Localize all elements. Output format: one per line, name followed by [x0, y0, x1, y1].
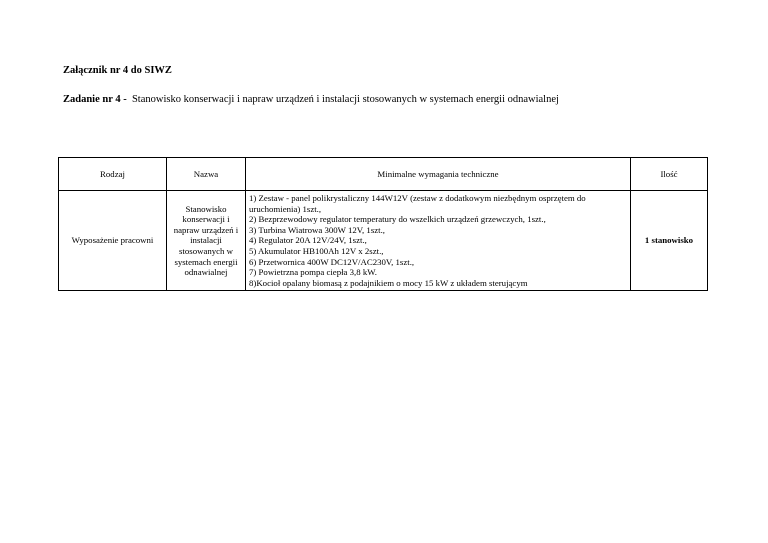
requirement-item: 6) Przetwornica 400W DC12V/AC230V, 1szt.,	[249, 256, 415, 267]
requirement-item: 4) Regulator 20A 12V/24V, 1szt.,	[249, 235, 367, 246]
task-heading	[63, 94, 559, 105]
table-header-row	[59, 158, 708, 191]
requirement-item: 3) Turbina Wiatrowa 300W 12V, 1szt.,	[249, 224, 385, 235]
requirement-item: 5) Akumulator HB100Ah 12V x 2szt.,	[249, 245, 384, 256]
cell-ilosc: 1 stanowisko	[631, 191, 708, 291]
requirement-item: 7) Powietrzna pompa ciepła 3,8 kW.	[249, 267, 377, 278]
task-label: Zadanie nr 4 -	[63, 94, 127, 105]
column-header-wymagania: Minimalne wymagania techniczne	[246, 158, 631, 191]
requirement-item: 8)Kocioł opalany biomasą z podajnikiem o mocy 15 kW z układem sterującym	[249, 277, 528, 288]
requirement-item: 2) Bezprzewodowy regulator temperatury do wszelkich urządzeń grzewczych, 1szt.,	[249, 214, 546, 225]
attachment-title: Załącznik nr 4 do SIWZ	[63, 65, 172, 76]
cell-nazwa: Stanowisko konserwacji i napraw urządzeń i instalacji stosowanych w systemach energii odnawialnej	[167, 191, 246, 291]
column-header-rodzaj: Rodzaj	[59, 158, 167, 191]
column-header-ilosc: Ilość	[631, 158, 708, 191]
cell-requirements	[246, 191, 631, 291]
task-description: Stanowisko konserwacji i napraw urządzeń i instalacji stosowanych w systemach energii odnawialnej	[131, 94, 559, 105]
requirements-table	[58, 157, 708, 291]
requirement-item: 1) Zestaw - panel polikrystaliczny 144W12V (zestaw z dodatkowym niezbędnym osprzętem do uruchomienia) 1szt.,	[249, 193, 586, 214]
column-header-nazwa: Nazwa	[167, 158, 246, 191]
cell-rodzaj: Wyposażenie pracowni	[59, 191, 167, 291]
table-row	[59, 191, 708, 291]
